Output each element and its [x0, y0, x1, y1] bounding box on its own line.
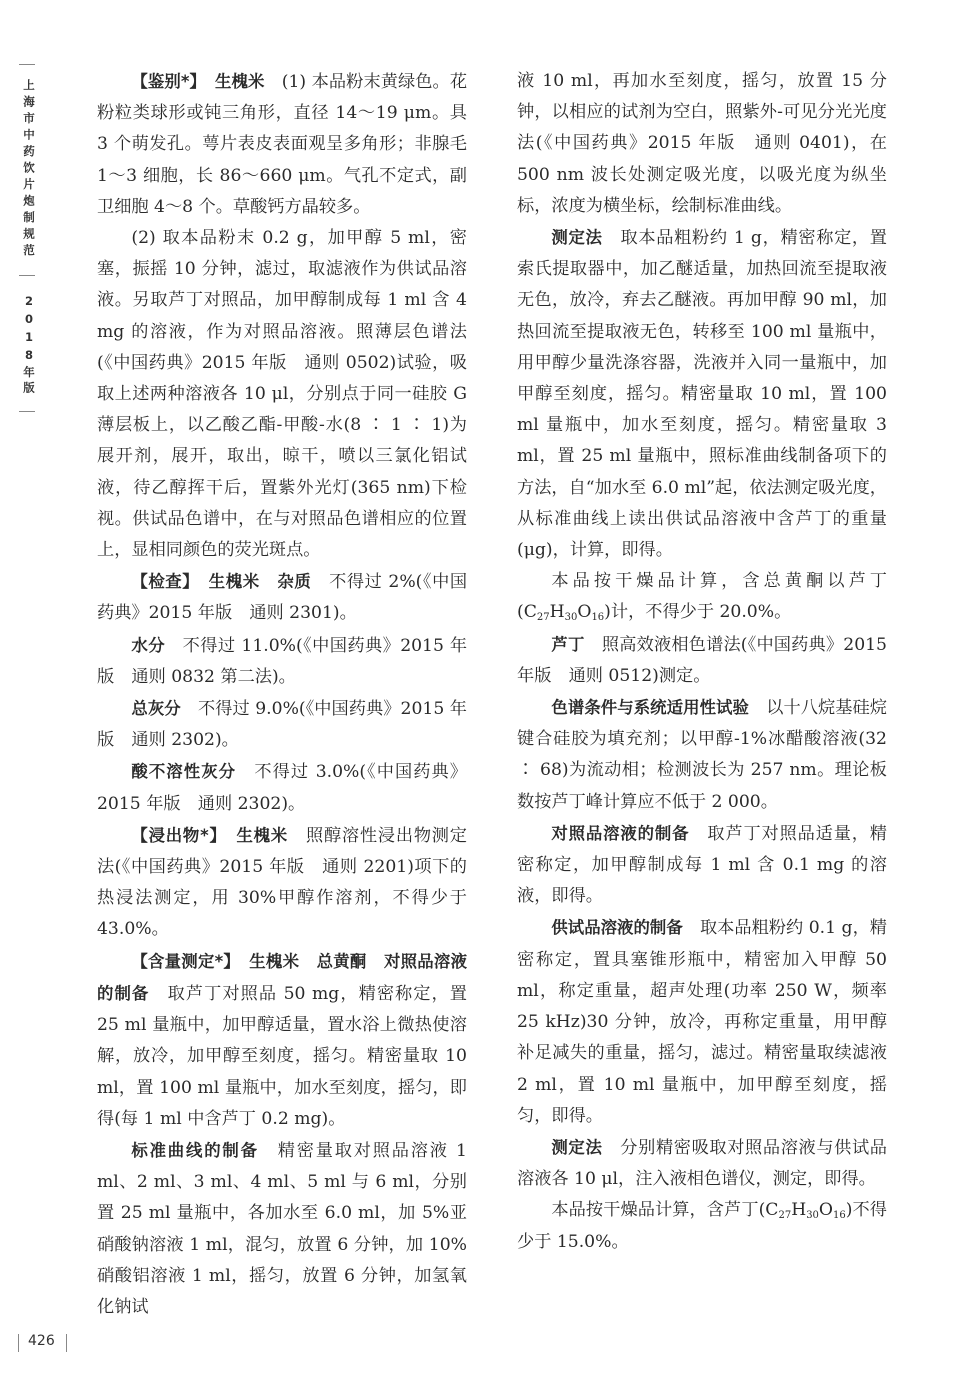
- formula-subscript: 16: [591, 612, 605, 624]
- paragraph-text: )计，不得少于 20.0%。: [604, 602, 792, 623]
- formula-element: O: [818, 1200, 834, 1221]
- subheading-determination: 测定法: [551, 228, 603, 248]
- sidebar-rule-top: [19, 64, 35, 65]
- acid-insoluble-ash-paragraph: [97, 756, 467, 819]
- right-column: [517, 66, 887, 1258]
- formula-element: H: [549, 602, 565, 623]
- subheading-reference-solution: 对照品溶液的制备: [551, 823, 690, 843]
- total-ash-paragraph: [97, 693, 467, 756]
- paragraph-text: 不得过 11.0%(《中国药典》2015 年版 通则 0832 第二法)。: [97, 635, 468, 687]
- left-column: [97, 66, 467, 1323]
- paragraph-text: 取芦丁对照品适量，精密称定，加甲醇制成每 1 ml 含 0.1 mg 的溶液，即得。: [517, 823, 887, 907]
- determination-paragraph-1: [517, 222, 887, 566]
- chromatographic-conditions-paragraph: [517, 692, 887, 818]
- paragraph-text: 照醇溶性浸出物测定法(《中国药典》2015 年版 通则 2201)项下的热浸法测定，用 30%甲醇作溶剂，不得少于 43.0%。: [97, 825, 467, 940]
- formula-element: C: [523, 602, 537, 623]
- paragraph-text: (1) 本品粉末黄绿色。花粉粒类球形或钝三角形，直径 14～19 μm。具 3 个萌发孔。萼片表皮表面观呈多角形；非腺毛 1～3 细胞，长 86～660 μm。气孔不定式，副卫细胞 4～8 个。草酸钙方晶较多。: [97, 72, 468, 217]
- subheading-rutin: 芦丁: [551, 634, 585, 654]
- subheading-impurity: 杂质: [277, 572, 312, 592]
- sidebar-rule-bottom: [19, 411, 35, 412]
- formula-rutin: [524, 602, 604, 622]
- paragraph-text: 取本品粗粉约 1 g，精密称定，置索氏提取器中，加乙醚适量，加热回流至提取液无色，放冷，弃去乙醚液。再加甲醇 90 ml，加热回流至提取液无色，转移至 100 ml 量瓶中，用甲醇少量洗涤容器，洗液并入同一量瓶中，加甲醇至刻度，摇匀。精密量取 10 ml，置 100 ml 量瓶中，加水至刻度，摇匀。精密量取 3 ml，置 25 ml 量瓶中，照标准曲线制备项下的方法，自“加水至 6.0 ml”起，依法测定吸光度，从标准曲线上读出供试品溶液中含芦丁的重量(μg)，计算，即得。: [517, 228, 887, 561]
- footer-bar-left: [18, 1334, 19, 1352]
- paragraph-text: 照高效液相色谱法(《中国药典》2015 年版 通则 0512)测定。: [517, 634, 887, 686]
- drug-name: 生槐米: [249, 951, 300, 971]
- book-edition: 2018年版: [22, 293, 36, 397]
- paragraph-text: 本品按干燥品计算，含芦丁(: [551, 1200, 766, 1221]
- identification-paragraph-1: [97, 66, 467, 223]
- subheading-determination: 测定法: [551, 1137, 603, 1157]
- paragraph-text: 取芦丁对照品 50 mg，精密称定，置 25 ml 量瓶中，加甲醇适量，置水浴上微热使溶解，放冷，加甲醇至刻度，摇匀。精密量取 10 ml，置 100 ml 量瓶中，加水至刻度，摇匀，即得(每 1 ml 中含芦丁 0.2 mg)。: [97, 983, 467, 1129]
- formula-subscript: 27: [778, 1210, 792, 1222]
- flavonoid-content-paragraph: [517, 566, 887, 628]
- running-sidebar: [14, 64, 40, 412]
- paragraph-text: 不得过 2%(《中国药典》2015 年版 通则 2301)。: [97, 572, 468, 624]
- subheading-acid-insoluble-ash: 酸不溶性灰分: [131, 762, 237, 782]
- paragraph-text: 不得过 3.0%(《中国药典》2015 年版 通则 2302)。: [97, 762, 467, 814]
- formula-subscript: 27: [536, 612, 550, 624]
- subheading-reference-solution: 对照品溶液的制备: [97, 951, 467, 1003]
- formula-element: C: [765, 1200, 779, 1221]
- subheading-chromatographic-conditions: 色谱条件与系统适用性试验: [551, 698, 749, 718]
- formula-element: O: [577, 602, 592, 623]
- section-inspection: 【检查】: [131, 572, 192, 592]
- book-title: 上海市中药饮片炮制规范: [22, 79, 36, 261]
- footer-bar-right: [66, 1334, 67, 1352]
- paragraph-text: 不得过 9.0%(《中国药典》2015 年版 通则 2302)。: [97, 699, 467, 751]
- test-solution-paragraph: [517, 912, 887, 1131]
- inspection-paragraph: [97, 566, 467, 629]
- subheading-test-solution: 供试品溶液的制备: [551, 918, 683, 938]
- reference-solution-paragraph: [517, 818, 887, 913]
- paragraph-text: 以十八烷基硅烷键合硅胶为填充剂；以甲醇-1%冰醋酸溶液(32 ∶ 68)为流动相；检测波长为 257 nm。理论板数按芦丁峰计算应不低于 2 000。: [517, 698, 887, 812]
- assay-paragraph: [97, 946, 467, 1135]
- section-assay: 【含量测定*】: [131, 951, 232, 971]
- section-identification: 【鉴别*】: [131, 72, 198, 91]
- subheading-total-flavonoids: 总黄酮: [316, 951, 367, 971]
- standard-curve-continued: 液 10 ml，再加水至刻度，摇匀，放置 15 分钟，以相应的试剂为空白，照紫外-可见分光光度法(《中国药典》2015 年版 通则 0401)，在 500 nm 波长处测定吸光度，以吸光度为纵坐标，浓度为横坐标，绘制标准曲线。: [517, 71, 887, 216]
- paragraph-text: 精密量取对照品溶液 1 ml、2 ml、3 ml、4 ml、5 ml 与 6 ml，分别置 25 ml 量瓶中，各加水至 6.0 ml，加 5%亚硝酸钠溶液 1 ml，混匀，放置 6 分钟，加 10%硝酸铝溶液 1 ml，摇匀，放置 6 分钟，加氢氧化钠试: [97, 1140, 467, 1317]
- standard-curve-paragraph: [97, 1135, 467, 1323]
- identification-paragraph-2: (2) 取本品粉末 0.2 g，加甲醇 5 ml，密塞，振摇 10 分钟，滤过，取滤液作为供试品溶液。另取芦丁对照品，加甲醇制成每 1 ml 含 4 mg 的溶液，作为对照品溶液。照薄层色谱法(《中国药典》2015 年版 通则 0502)试验，吸取上述两种溶液各 10 μl，分别点于同一硅胶 G 薄层板上，以乙酸乙酯-甲酸-水(8 ∶ 1 ∶ 1)为展开剂，展开，取出，晾干，喷以三氯化铝试液，待乙醇挥干后，置紫外光灯(365 nm)下检视。供试品色谱中，在与对照品色谱相应的位置上，显相同颜色的荧光斑点。: [97, 228, 467, 561]
- subheading-standard-curve: 标准曲线的制备: [131, 1140, 259, 1160]
- extract-paragraph: [97, 820, 467, 946]
- paragraph-text: 分别精密吸取对照品溶液与供试品溶液各 10 μl，注入液相色谱仪，测定，即得。: [517, 1137, 887, 1190]
- rutin-content-paragraph: [517, 1195, 887, 1257]
- drug-name: 生槐米: [215, 72, 265, 91]
- moisture-paragraph: [97, 630, 467, 693]
- formula-subscript: 30: [564, 612, 578, 624]
- sidebar-rule-middle: [19, 275, 35, 276]
- formula-rutin: [765, 1200, 845, 1220]
- formula-subscript: 16: [833, 1210, 846, 1222]
- paragraph-text: 取本品粗粉约 0.1 g，精密称定，置具塞锥形瓶中，精密加入甲醇 50 ml，称定重量，超声处理(功率 250 W，频率 25 kHz)30 分钟，放冷，再称定重量，用甲醇补足减失的重量，摇匀，滤过。精密量取续滤液 2 ml，置 10 ml 量瓶中，加甲醇至刻度，摇匀，即得。: [517, 918, 887, 1126]
- formula-subscript: 30: [806, 1210, 819, 1222]
- paragraph-text: )不得少于 15.0%。: [517, 1200, 887, 1252]
- determination-paragraph-2: [517, 1132, 887, 1195]
- formula-element: H: [791, 1200, 807, 1221]
- page-number: 426: [28, 1333, 55, 1349]
- section-extract: 【浸出物*】: [131, 825, 219, 845]
- subheading-moisture: 水分: [131, 635, 166, 655]
- subheading-total-ash: 总灰分: [131, 699, 181, 719]
- paragraph-text: 本品按干燥品计算，含总黄酮以芦丁(: [517, 571, 887, 623]
- drug-name: 生槐米: [208, 572, 260, 592]
- rutin-paragraph: [517, 629, 887, 692]
- drug-name: 生槐米: [236, 825, 288, 845]
